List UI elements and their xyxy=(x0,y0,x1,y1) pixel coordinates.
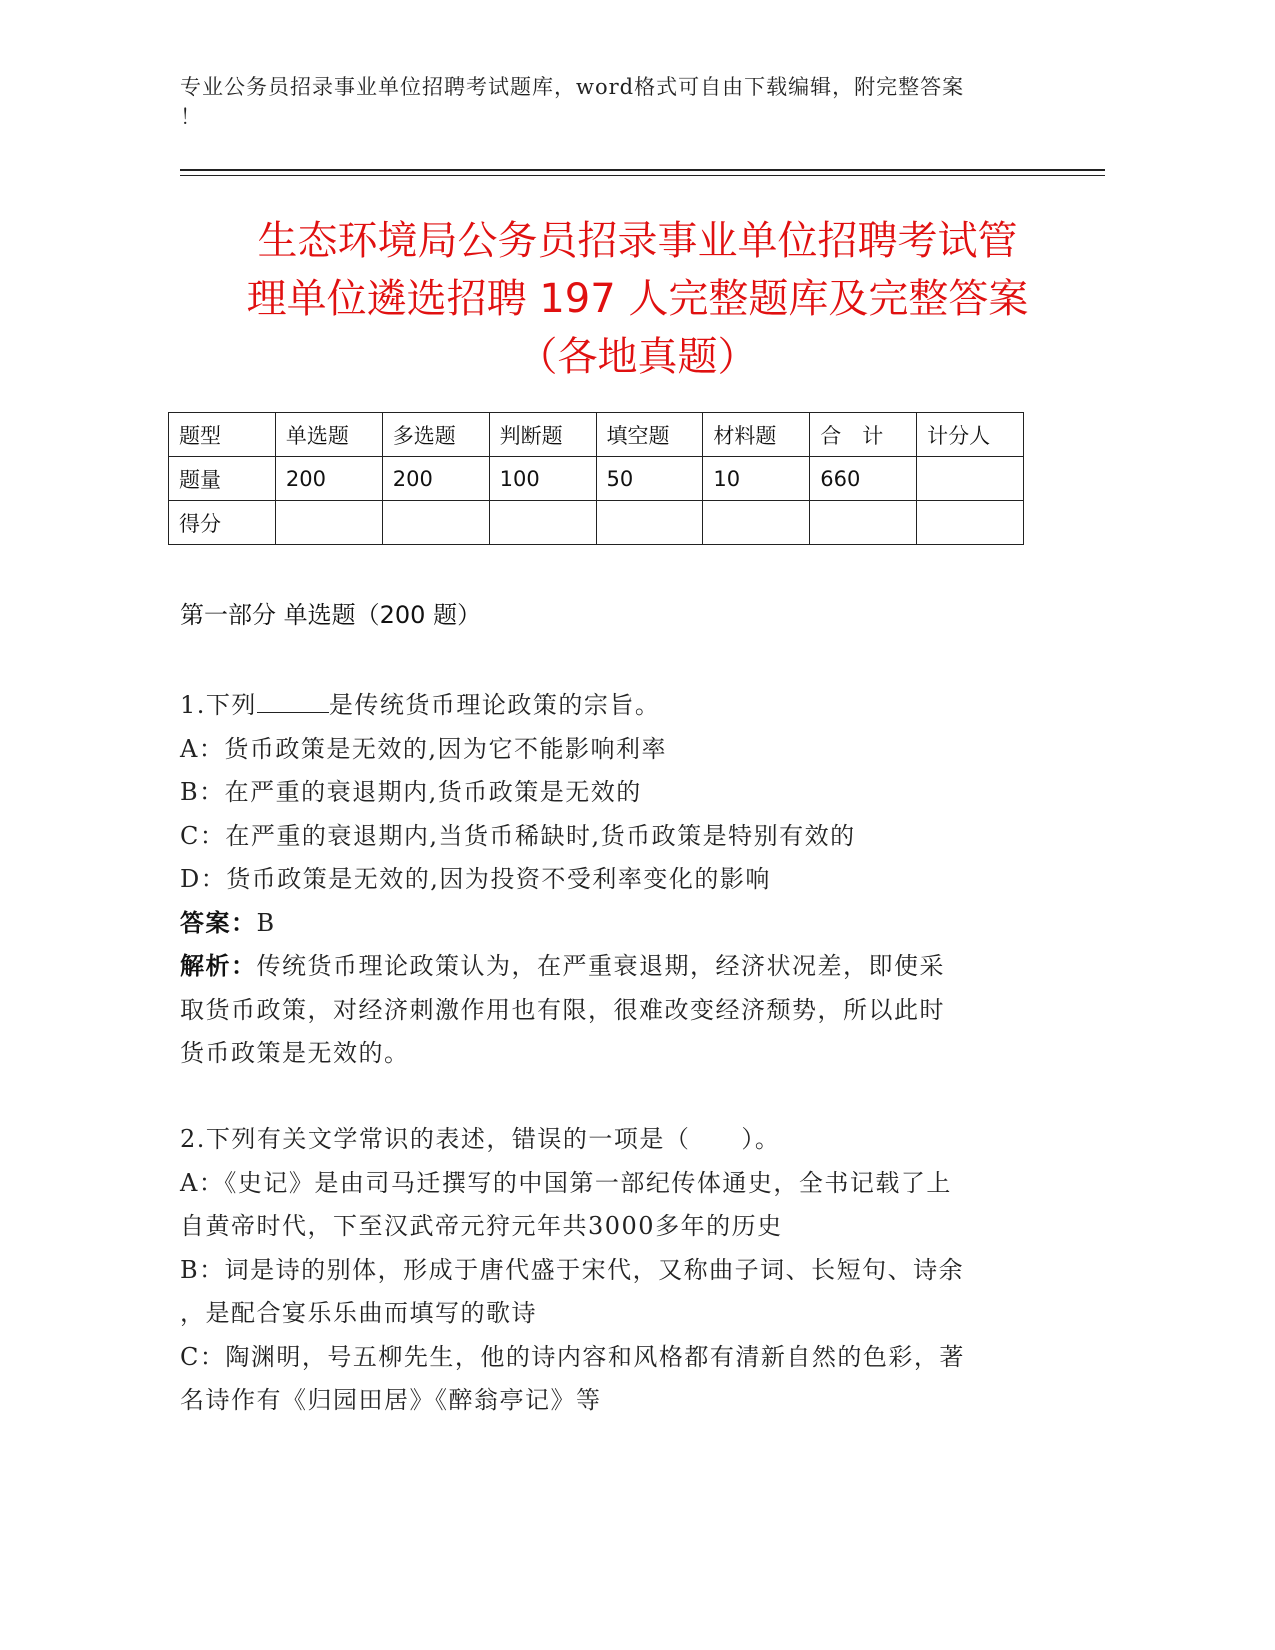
score-table-score-row xyxy=(169,501,1024,545)
title-line1: 生态环境局公务员招录事业单位招聘考试管 xyxy=(257,218,1018,264)
table-cell xyxy=(917,457,1024,501)
table-cell xyxy=(382,501,489,545)
header-rule-thick xyxy=(180,169,1105,171)
table-cell: 计分人 xyxy=(917,413,1024,457)
table-cell: 单选题 xyxy=(275,413,382,457)
score-table xyxy=(168,412,1024,545)
analysis-label: 解析： xyxy=(180,952,257,980)
option-c-line-1: C：陶渊明，号五柳先生，他的诗内容和风格都有清新自然的色彩，著 xyxy=(180,1342,965,1371)
section-heading: 第一部分 单选题（200 题） xyxy=(180,601,482,629)
stem-after: 是传统货币理论政策的宗旨。 xyxy=(328,691,661,719)
table-cell: 题型 xyxy=(169,413,276,457)
table-cell xyxy=(596,501,703,545)
analysis-line-1 xyxy=(180,945,1040,989)
answer-line xyxy=(180,902,1040,946)
stem-before: 1.下列 xyxy=(180,691,257,719)
question-stem xyxy=(180,684,1040,728)
header-rule-thin xyxy=(180,175,1105,176)
answer-blank xyxy=(257,686,329,713)
option-c-line-2: 名诗作有《归园田居》《醉翁亭记》等 xyxy=(180,1386,602,1414)
table-cell: 得分 xyxy=(169,501,276,545)
option-a-line-2: 自黄帝时代，下至汉武帝元狩元年共3000多年的历史 xyxy=(180,1212,783,1240)
title-line2: 理单位遴选招聘 197 人完整题库及完整答案 xyxy=(246,276,1029,322)
title-line3: （各地真题） xyxy=(517,334,758,380)
table-cell: 题量 xyxy=(169,457,276,501)
table-cell: 10 xyxy=(703,457,810,501)
header-note-line1: 专业公务员招录事业单位招聘考试题库，word格式可自由下载编辑，附完整答案 xyxy=(180,75,965,99)
question-1 xyxy=(180,684,1040,1076)
analysis-text: 传统货币理论政策认为，在严重衰退期，经济状况差，即使采 xyxy=(256,952,945,980)
header-note xyxy=(180,72,1040,132)
header-note-line2: ！ xyxy=(180,105,202,129)
option-c: C：在严重的衰退期内,当货币稀缺时,货币政策是特别有效的 xyxy=(180,821,856,850)
answer-label: 答案： xyxy=(180,908,257,937)
table-cell: 100 xyxy=(489,457,596,501)
score-table-header-row xyxy=(169,413,1024,457)
table-cell: 200 xyxy=(275,457,382,501)
table-cell: 多选题 xyxy=(382,413,489,457)
analysis-line-2: 取货币政策，对经济刺激作用也有限，很难改变经济颓势，所以此时 xyxy=(180,995,945,1024)
table-cell xyxy=(489,501,596,545)
table-cell xyxy=(703,501,810,545)
option-b-line-1: B：词是诗的别体，形成于唐代盛于宋代，又称曲子词、长短句、诗余 xyxy=(180,1255,965,1284)
analysis-line-3: 货币政策是无效的。 xyxy=(180,1039,410,1067)
score-table-count-row xyxy=(169,457,1024,501)
table-cell: 判断题 xyxy=(489,413,596,457)
table-cell xyxy=(275,501,382,545)
answer-value: B xyxy=(256,908,276,937)
table-cell: 合 计 xyxy=(810,413,917,457)
table-cell: 材料题 xyxy=(703,413,810,457)
table-cell xyxy=(917,501,1024,545)
table-cell: 660 xyxy=(810,457,917,501)
question-stem: 2.下列有关文学常识的表述，错误的一项是（ ）。 xyxy=(180,1125,781,1153)
option-d: D：货币政策是无效的,因为投资不受利率变化的影响 xyxy=(180,865,771,893)
option-b-line-2: ，是配合宴乐乐曲而填写的歌诗 xyxy=(180,1299,537,1327)
option-a-line-1: A：《史记》是由司马迁撰写的中国第一部纪传体通史，全书记载了上 xyxy=(180,1168,952,1197)
document-title xyxy=(150,212,1125,386)
option-b: B：在严重的衰退期内,货币政策是无效的 xyxy=(180,778,642,806)
table-cell: 50 xyxy=(596,457,703,501)
table-cell: 200 xyxy=(382,457,489,501)
option-a: A：货币政策是无效的,因为它不能影响利率 xyxy=(180,734,667,763)
table-cell xyxy=(810,501,917,545)
table-cell: 填空题 xyxy=(596,413,703,457)
question-2 xyxy=(180,1118,1040,1423)
